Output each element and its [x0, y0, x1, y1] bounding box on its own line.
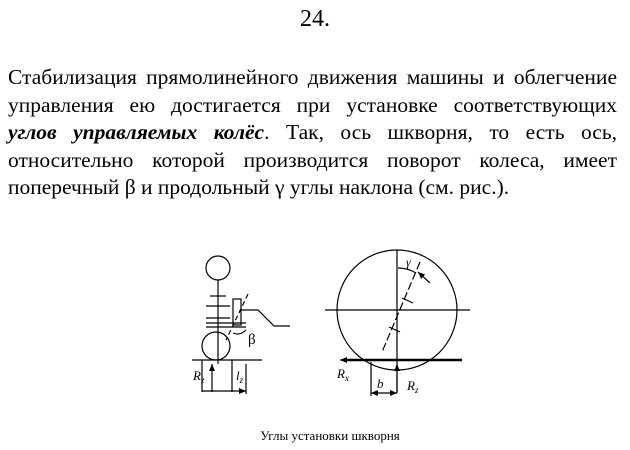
gamma-arrow [418, 272, 430, 283]
longitudinal-angle-labels [336, 255, 419, 395]
figure-caption: Углы установки шкворня [260, 428, 400, 443]
right-rx-bottom-label [406, 378, 419, 395]
kingpin-tick-upper [402, 298, 413, 303]
paragraph-text-end: . Так, ось шкворня, то есть ось, относительно которой производится поворот колеса, имеет поперечный β и продольный γ углы наклона (см. рис.). [8, 120, 617, 199]
left-rz-label [192, 368, 205, 385]
right-rx-left-letter: R [337, 366, 345, 381]
offset-b-label: b [377, 376, 384, 391]
transverse-angle-diagram [192, 256, 290, 394]
kingpin-axis-line [226, 294, 248, 340]
steering-arm [241, 310, 290, 326]
left-rz-subscript: z [200, 375, 205, 385]
paragraph-term: углов управляемых колёс [8, 120, 265, 144]
top-wheel-symbol [206, 256, 230, 280]
right-rx-left-label [336, 366, 349, 383]
paragraph-text-start: Стабилизация прямолинейного движения машины и облегчение управления ею достигается при установке соответствующих [8, 65, 617, 117]
right-rx-left-subscript: x [344, 373, 349, 383]
left-lz-label [236, 368, 244, 385]
gamma-label: γ [406, 255, 411, 269]
beta-arc [233, 330, 246, 334]
wheel-circle [202, 332, 230, 360]
left-rz-letter: R [193, 368, 201, 383]
right-rx-bottom-subscript: z [414, 385, 419, 395]
kingpin-inclined-axis [382, 262, 420, 352]
beta-label: β [248, 332, 256, 348]
kingpin-tick-lower [389, 327, 400, 332]
left-lz-letter: l [236, 368, 240, 383]
page-number: 24. [300, 6, 330, 32]
right-rx-bottom-letter: R [407, 378, 415, 393]
left-lz-subscript: z [239, 375, 244, 385]
